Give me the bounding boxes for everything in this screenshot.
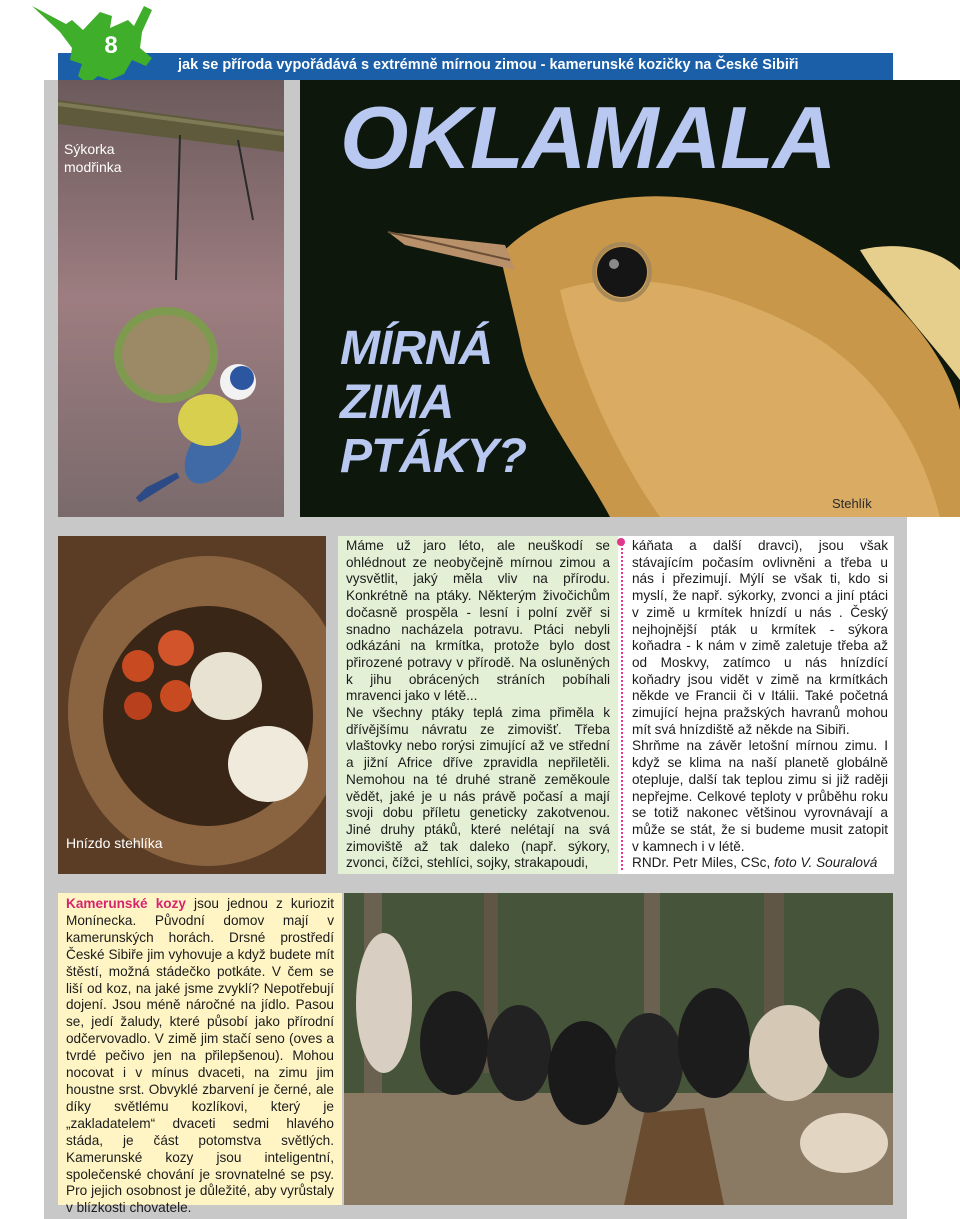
photo-nest: [58, 536, 326, 874]
article-paragraph: Máme už jaro léto, ale neuškodí se ohlédnout ze neobyčejně mírnou zimou a vysvětlit, jaký měla vliv na přírodu. Konkrétně na ptáky. Některým živočichům dočasně prospěla - lesní i polní zvěř si snadno nacházela potravu. Ptáci nebyli odkázáni na krmítka, protože bylo dost přirozené potravy v přírodě. Na osluněných k jihu obrácených stráních pobíhali mravenci jako v létě...: [346, 538, 610, 704]
headline-sub: [340, 322, 526, 484]
divider-dot-icon: [617, 538, 625, 546]
article-paragraph: Ne všechny ptáky teplá zima přiměla k dřívějšímu návratu ze zimovišť. Třeba vlaštovky nebo rorýsi zimující až ve střední a jižní Africe dříve zpravidla nepřiletěli. Nemohou na té druhé straně zeměkoule vědět, jaké je u nás právě počasí a mají svoji dobu příletu geneticky zakotvenou. Jiné druhy ptáků, které nelétají na svá zimoviště až tak daleko (např. sýkory, zvonci, čížci, stehlíci, sojky, strakapoudi,: [346, 705, 610, 871]
headline-main: OKLAMALA: [340, 88, 836, 187]
column-divider: [621, 540, 623, 870]
signature-author: RNDr. Petr Miles, CSc,: [632, 855, 771, 871]
caption-robin: Stehlík: [832, 496, 872, 511]
nest-illustration: [58, 536, 326, 874]
goats-illustration: [344, 893, 893, 1205]
article-paragraph: káňata a další dravci), jsou však stávajícím počasím ovlivněni a třeba u nás i přezimují. Mýlí se však ti, kdo si myslí, že např. sýkorky, zvonci a jiní ptáci v zimě u krmítek hnízdí u nás . Český nejhojnější pták u krmítek - sýkora koňadra - k nám v zimě zaletuje třeba až od Moskvy, zatímco u nás hnízdící koňadry jsou vidět v zimě na krmítkách někde ve Francii či v Itálii. Také početná zimující hejna pražských havranů mohou mít svá hnízdiště až někde na Sibiři.: [632, 538, 888, 737]
caption-blue-tit: Sýkorka modřinka: [64, 141, 122, 175]
header-title: jak se příroda vypořádává s extrémně mírnou zimou - kamerunské kozičky na České Sibiři: [178, 57, 799, 73]
photo-goats: [344, 893, 893, 1205]
signature-photo-credit: foto V. Souralová: [774, 855, 878, 871]
article-paragraph: Shrňme na závěr letošní mírnou zimu. I když se klima na naší planetě globálně otepluje, další tak teplou zimu si již raději nepřejme. Celkové teploty v průběhu roku se totiž nakonec většinou vyrovnávají a může se stát, že si budeme musit zatopit v kamnech i v létě.: [632, 738, 888, 854]
headline-sub-line: ZIMA: [340, 376, 454, 429]
goats-lead: Kamerunské kozy: [66, 896, 186, 911]
article-column-right: [632, 538, 888, 872]
article-signature: [632, 855, 888, 872]
headline-sub-line: PTÁKY?: [340, 430, 526, 483]
goats-sidebar: [58, 893, 342, 1216]
goats-text: jsou jednou z kuriozit Monínecka. Původní domov mají v kamerunských horách. Drsné prostředí České Sibiře jim vyhovuje a když budete mít štěstí, možná stádečko potkáte. V čem se liší od koz, na jaké jsme zvyklí? Nepotřebují dojení. Jsou méně náročné na jídlo. Pasou se, jedí žaludy, které působí jako přírodní odčervovadlo. V zimě jim stačí seno (oves a tvrdé pečivo jen na přilepšenou). Mohou nocovat i v mínus dvaceti, na zimu jim houstne srst. Obvyklé zbarvení je černé, ale díky světlému kozlíkovi, který je „zakladatelem“ dvaceti sedmi hlavého stáda, je část potomstva světlých. Kamerunské kozy jsou inteligentní, společenské chování je srovnatelné se psy. Pro jejich osobnost je důležité, aby vyrůstaly v blízkosti chovatele.: [66, 896, 334, 1216]
article-column-left: [338, 536, 618, 874]
page-number: 8: [104, 32, 118, 59]
caption-nest: Hnízdo stehlíka: [66, 835, 163, 851]
headline-sub-line: MÍRNÁ: [340, 322, 493, 375]
